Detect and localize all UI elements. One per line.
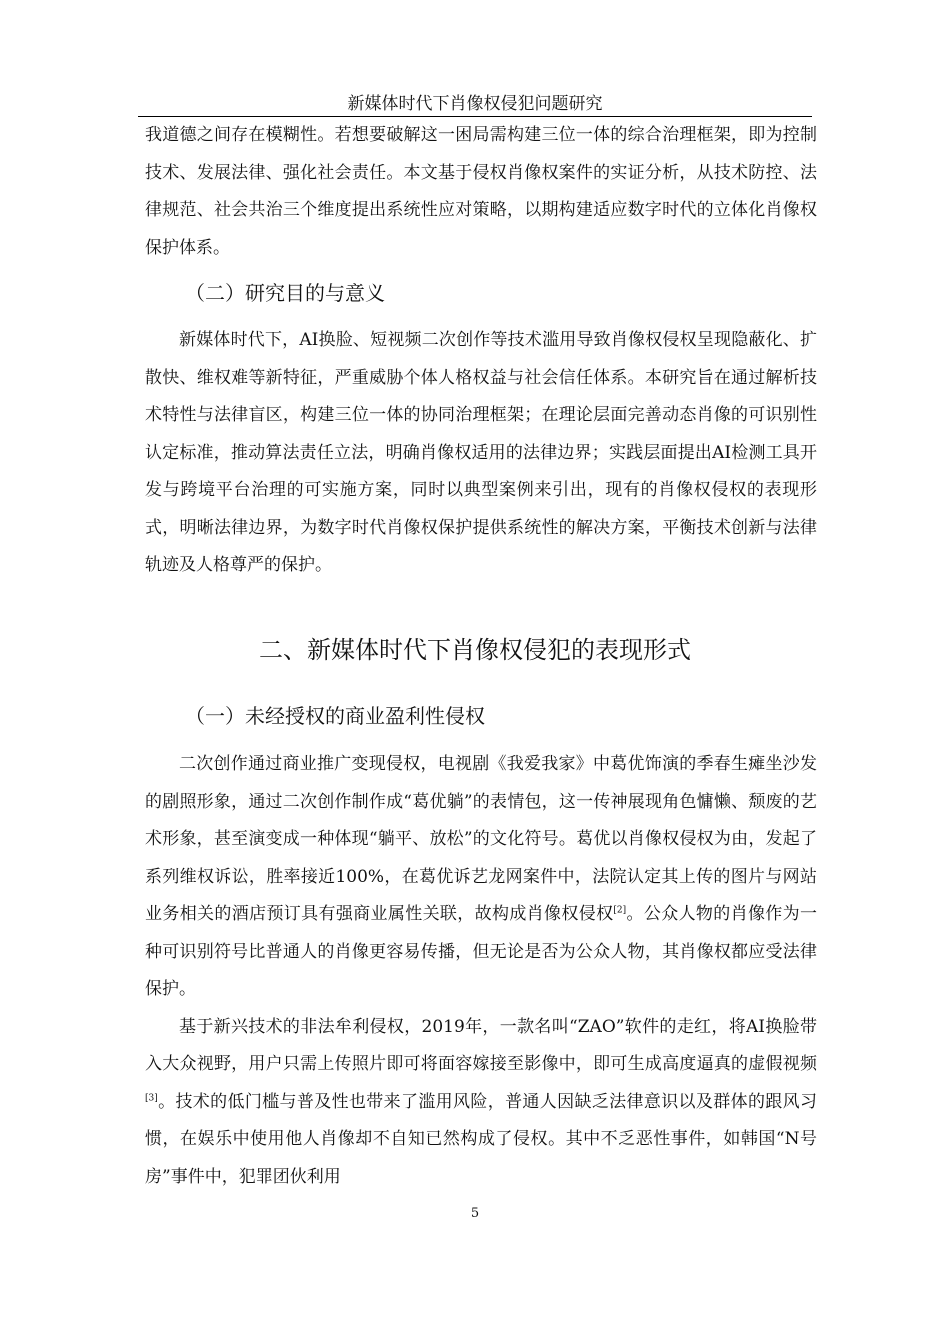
paragraph-ge-you-case bbox=[145, 746, 817, 1196]
paragraph-text: 新媒体时代下，AI换脸、短视频二次创作等技术滥用导致肖像权侵权呈现隐蔽化、扩散快、维权难等新特征，严重威胁个体人格权益与社会信任体系。本研究旨在通过解析技术特性与法律盲区，构建三位一体的协同治理框架；在理论层面完善动态肖像的可识别性认定标准，推动算法责任立法，明确肖像权适用的法律边界；实践层面提出AI检测工具开发与跨境平台治理的可实施方案，同时以典型案例来引出，现有的肖像权侵权的表现形式，明晰法律边界，为数字时代肖像权保护提供系统性的解决方案，平衡技术创新与法律轨迹及人格尊严的保护。 bbox=[145, 330, 817, 575]
page-number: 5 bbox=[470, 1206, 480, 1221]
citation-ref: [2] bbox=[613, 905, 627, 916]
paragraph-tail: 。公众人物的肖像作为一种可识别符号比普通人的肖像更容易传播，但无论是否为公众人物，其肖像权都应受法律保护。 bbox=[145, 904, 818, 999]
running-header: 新媒体时代下肖像权侵犯问题研究 bbox=[138, 93, 812, 117]
paragraph-body: 二次创作通过商业推广变现侵权，电视剧《我爱我家》中葛优饰演的季春生瘫坐沙发的剧照形象，通过二次创作制作成“葛优躺”的表情包，这一传神展现角色慵懒、颓废的艺术形象，甚至演变成一种体现“躺平、放松”的文化符号。葛优以肖像权侵权为由，发起了系列维权诉讼，胜率接近100%，在葛优诉艺龙网案件中，法院认定其上传的图片与网站业务相关的酒店预订具有强商业属性关联，故构成肖像权侵权 bbox=[145, 754, 817, 924]
section-heading-research-purpose: （二）研究目的与意义 bbox=[185, 281, 385, 305]
paragraph-intro-continued bbox=[145, 117, 817, 267]
paragraph-text: 我道德之间存在模糊性。若想要破解这一困局需构建三位一体的综合治理框架，即为控制技术、发展法律、强化社会责任。本文基于侵权肖像权案件的实证分析，从技术防控、法律规范、社会共治三个维度提出系统性应对策略，以期构建适应数字时代的立体化肖像权保护体系。 bbox=[145, 125, 817, 258]
paragraph-body: 基于新兴技术的非法牟利侵权，2019年，一款名叫“ZAO”软件的走红，将AI换脸带入大众视野，用户只需上传照片即可将面容嫁接至影像中，即可生成高度逼真的虚假视频 bbox=[145, 1016, 817, 1074]
paragraph-research-purpose bbox=[145, 322, 817, 585]
paragraph-text bbox=[145, 746, 817, 1009]
paragraph-tail: 。技术的低门槛与普及性也带来了滥用风险，普通人因缺乏法律意识以及群体的跟风习惯，在娱乐中使用他人肖像却不自知已然构成了侵权。其中不乏恶性事件，如韩国“N号房”事件中，犯罪团伙利用 bbox=[145, 1091, 817, 1187]
paragraph-text bbox=[145, 1009, 817, 1197]
section-heading-commercial-infringement: （一）未经授权的商业盈利性侵权 bbox=[185, 704, 485, 728]
chapter-heading: 二、新媒体时代下肖像权侵犯的表现形式 bbox=[259, 636, 691, 664]
citation-ref: [3] bbox=[145, 1092, 158, 1103]
